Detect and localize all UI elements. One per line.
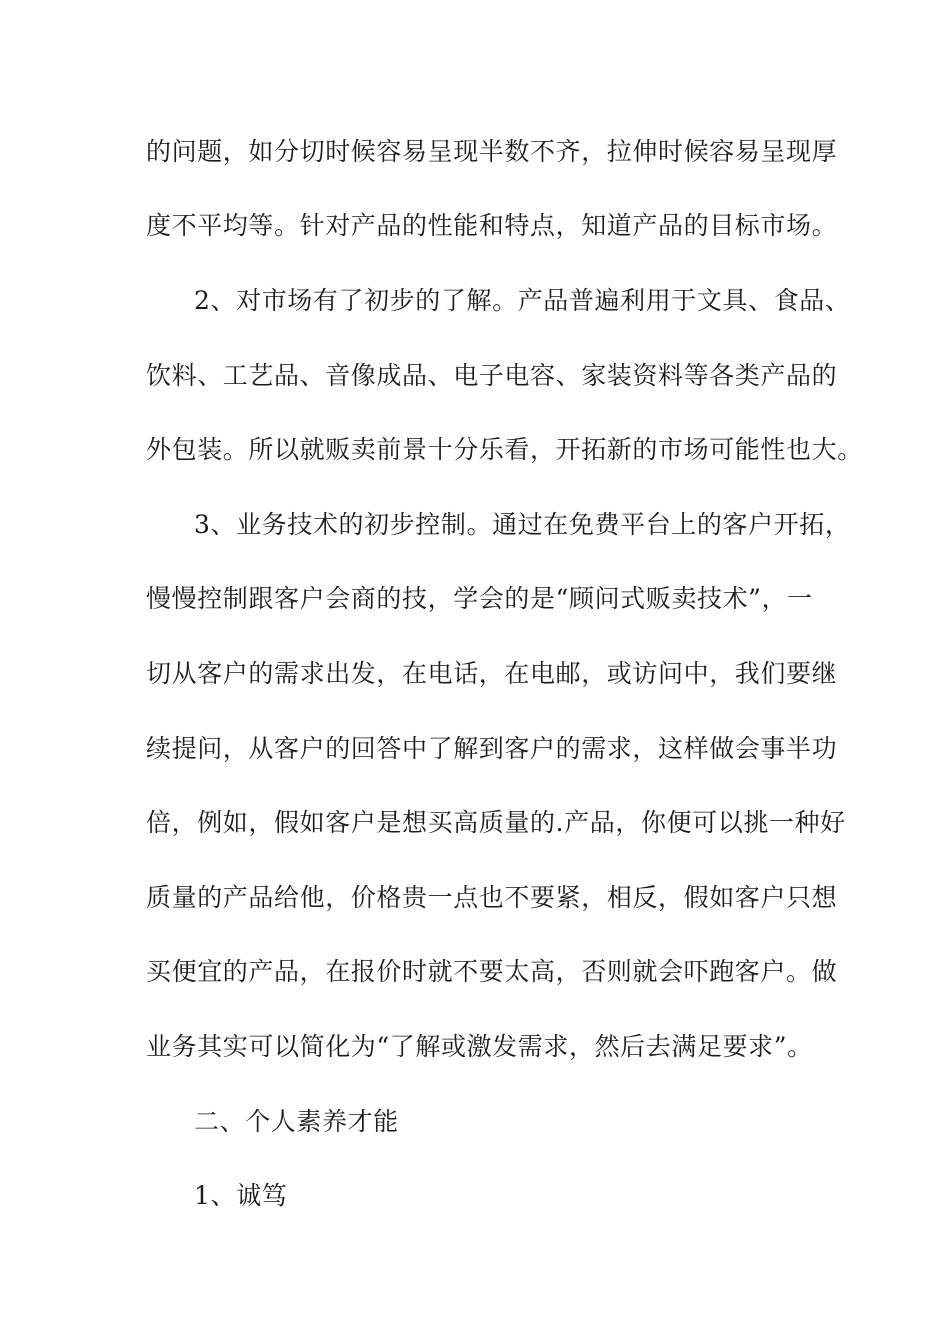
section-heading: 二、个人素养才能 [194, 1107, 399, 1136]
paragraph-line-1: 的问题，如分切时候容易呈现半数不齐，拉伸时候容易呈现厚 [146, 137, 838, 166]
paragraph-line-4: 饮料、工艺品、音像成品、电子电容、家装资料等各类产品的 [146, 361, 838, 390]
subsection-heading: 1、诚笃 [194, 1181, 288, 1210]
paragraph-line-13: 业务其实可以简化为“了解或激发需求，然后去满足要求”。 [146, 1032, 813, 1061]
paragraph-line-6: 3、业务技术的初步控制。通过在免费平台上的客户开拓， [194, 510, 851, 539]
paragraph-line-7: 慢慢控制跟客户会商的技，学会的是“顾问式贩卖技术”，一 [146, 584, 813, 613]
paragraph-line-11: 质量的产品给他，价格贵一点也不要紧，相反，假如客户只想 [146, 883, 838, 912]
paragraph-line-2: 度不平均等。针对产品的性能和特点，知道产品的目标市场。 [146, 211, 838, 240]
paragraph-line-9: 续提问，从客户的回答中了解到客户的需求，这样做会事半功 [146, 734, 838, 763]
paragraph-line-12: 买便宜的产品，在报价时就不要太高，否则就会吓跑客户。做 [146, 957, 838, 986]
paragraph-line-3: 2、对市场有了初步的了解。产品普遍利用于文具、食品、 [194, 286, 851, 315]
paragraph-line-5: 外包装。所以就贩卖前景十分乐看，开拓新的市场可能性也大。 [146, 435, 863, 464]
paragraph-line-8: 切从客户的需求出发，在电话，在电邮，或访问中，我们要继 [146, 659, 838, 688]
paragraph-line-10: 倍，例如，假如客户是想买高质量的.产品，你便可以挑一种好 [146, 808, 846, 837]
